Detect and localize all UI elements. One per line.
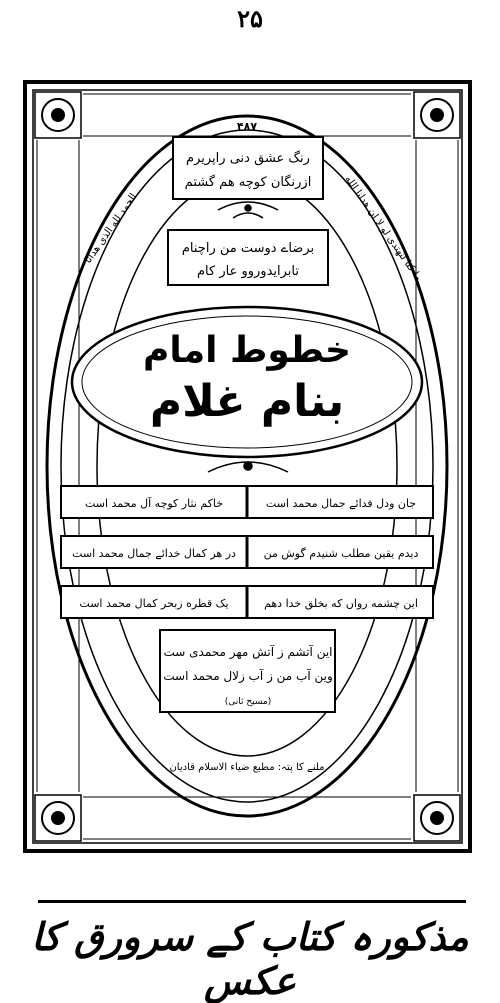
verse-cell: در هر کمال خدائے جمال محمد است (72, 547, 236, 560)
verse-cell: این چشمه رواں که بخلق خدا دهم (264, 597, 418, 610)
corner-ornament-icon (414, 92, 460, 138)
page-marker: ۴۸۷ (236, 120, 258, 133)
caption: مذکورہ کتاب کے سرورق کا عکس (31, 915, 469, 1003)
cover-title-line1: خطوط امام (142, 330, 352, 371)
verse-cell: جان ودل فدائے جمال محمد است (265, 497, 417, 510)
bottom-verse-signature: (مسیح ثانی) (224, 697, 272, 707)
corner-ornament-icon (35, 795, 81, 841)
book-cover-facsimile (23, 80, 472, 853)
verse-cell: دیدم یقین مطلب شنیدم گوش من (263, 547, 419, 560)
verse-cell: خاکم نثار کوچه آل محمد است (84, 497, 224, 510)
mid-verse-line2: تابرایدوروو عار کام (197, 264, 299, 279)
top-verse-line1: رنگ عشق دنی راپریرم (186, 151, 310, 166)
floral-ornament-icon (218, 202, 278, 218)
divider (38, 900, 466, 903)
right-arc-text: ما کنا لنهتدی لو لا ان هدانا الله (342, 173, 424, 284)
corner-ornament-icon (414, 795, 460, 841)
bottom-verse-line1: این آتشم ز آتش مهر محمدی ست (163, 645, 333, 659)
bottom-arc-text: ملنے کا پتہ: مطبع ضیاء الاسلام قادیان (169, 762, 325, 773)
mid-verse-line1: برضاے دوست من راچنام (181, 241, 315, 256)
bottom-verse-line2: وین آب من ز آب زلال محمد است (163, 669, 333, 683)
verse-grid (61, 486, 433, 618)
top-verse-line2: ازرنگان کوچه هم گشتم (184, 175, 312, 190)
corner-ornament-icon (35, 92, 81, 138)
verse-cell: یک قطره زبحر کمال محمد است (79, 597, 229, 610)
page-number: ۲۵ (237, 4, 263, 33)
left-arc-text: الحمد لله الذی هدانا (82, 191, 140, 266)
floral-ornament-icon (208, 462, 288, 472)
cover-title-line2: بنام غلام (149, 376, 345, 427)
